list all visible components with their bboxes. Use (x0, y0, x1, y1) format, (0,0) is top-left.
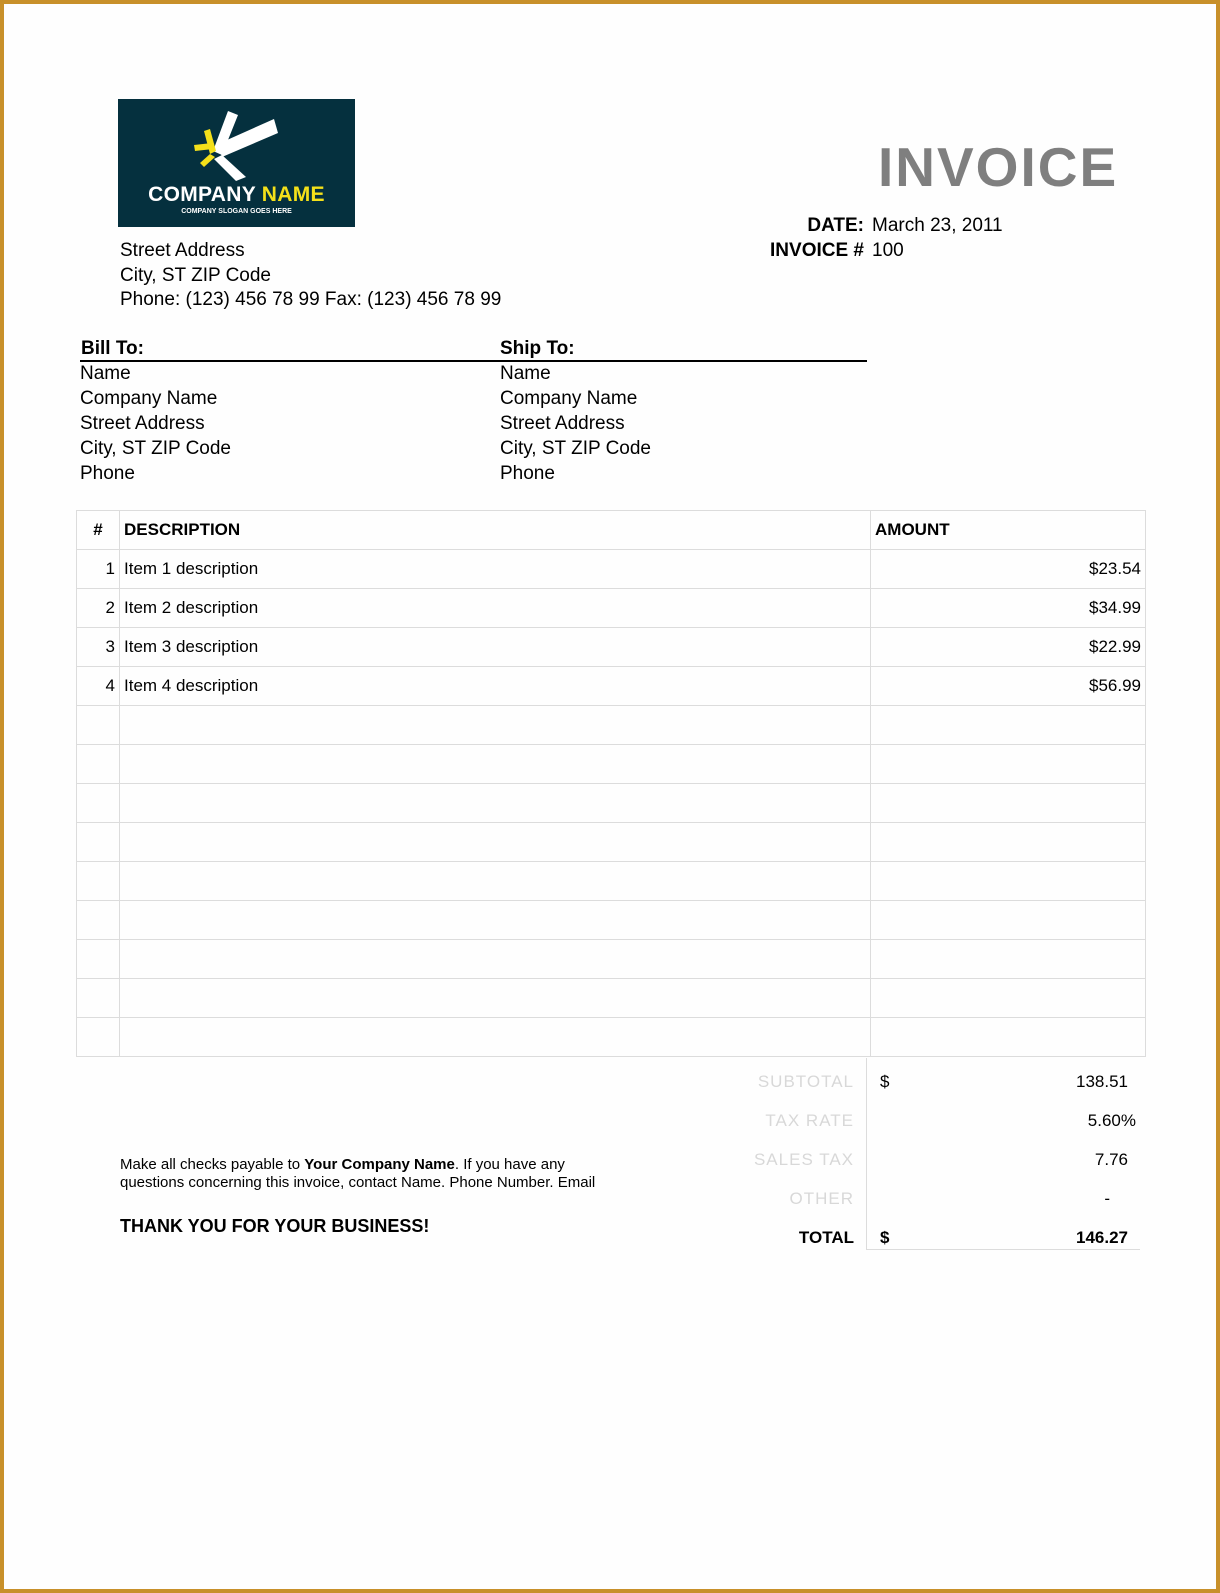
bill-to-city: City, ST ZIP Code (80, 438, 231, 459)
other-label: OTHER (789, 1189, 854, 1208)
subtotal-label: SUBTOTAL (757, 1072, 854, 1091)
row-number (77, 940, 120, 979)
bill-to-street: Street Address (80, 413, 205, 434)
row-amount (871, 706, 1146, 745)
table-header-row (77, 511, 1146, 550)
row-description: Item 4 description (120, 667, 871, 706)
row-amount (871, 862, 1146, 901)
ship-to-phone: Phone (500, 463, 555, 484)
table-row (77, 823, 1146, 862)
items-table (76, 510, 1146, 1057)
row-number (77, 706, 120, 745)
table-row (77, 784, 1146, 823)
row-number (77, 745, 120, 784)
sales-tax-label: SALES TAX (753, 1150, 854, 1169)
bill-to-phone: Phone (80, 463, 135, 484)
row-description: Item 3 description (120, 628, 871, 667)
header-description: DESCRIPTION (120, 511, 871, 550)
tax-rate-label: TAX RATE (765, 1111, 854, 1130)
bill-to-company: Company Name (80, 388, 218, 409)
row-number (77, 1018, 120, 1057)
totals-divider (866, 1058, 867, 1250)
company-street: Street Address (120, 240, 245, 261)
logo-company-name: COMPANY NAME (148, 183, 325, 206)
company-city: City, ST ZIP Code (120, 265, 271, 286)
total-value: 146.27 (1076, 1228, 1128, 1247)
other-value: - (1104, 1189, 1110, 1208)
row-amount (871, 784, 1146, 823)
invoice-number-label: INVOICE # (770, 240, 864, 261)
row-number (77, 901, 120, 940)
bill-to-label: Bill To: (81, 338, 144, 359)
row-number (77, 823, 120, 862)
row-number: 1 (77, 550, 120, 589)
date-label: DATE: (807, 215, 864, 236)
row-amount: $34.99 (871, 589, 1146, 628)
row-description (120, 940, 871, 979)
totals-bottom-rule (866, 1249, 1140, 1250)
ship-to-city: City, ST ZIP Code (500, 438, 651, 459)
row-number (77, 784, 120, 823)
row-description (120, 745, 871, 784)
table-row (77, 667, 1146, 706)
row-amount (871, 979, 1146, 1018)
payment-note-line2: questions concerning this invoice, contact Name. Phone Number. Email (120, 1174, 596, 1191)
header-number: # (77, 511, 120, 550)
company-phone-fax: Phone: (123) 456 78 99 Fax: (123) 456 78 99 (120, 289, 502, 310)
row-description (120, 862, 871, 901)
subtotal-value: 138.51 (1076, 1072, 1128, 1091)
table-row (77, 589, 1146, 628)
row-description (120, 784, 871, 823)
tax-rate-value: 5.60% (1087, 1111, 1136, 1130)
header-amount: AMOUNT (871, 511, 1146, 550)
row-amount: $56.99 (871, 667, 1146, 706)
row-amount (871, 901, 1146, 940)
total-currency: $ (880, 1228, 890, 1247)
row-amount: $22.99 (871, 628, 1146, 667)
logo-mark-icon (118, 99, 355, 189)
table-row (77, 706, 1146, 745)
row-amount (871, 1018, 1146, 1057)
subtotal-currency: $ (880, 1072, 890, 1091)
row-description (120, 1018, 871, 1057)
row-description (120, 979, 871, 1018)
table-row (77, 901, 1146, 940)
logo-slogan: COMPANY SLOGAN GOES HERE (181, 208, 292, 215)
row-description (120, 901, 871, 940)
invoice-number-value: 100 (872, 240, 904, 261)
table-row (77, 979, 1146, 1018)
row-number (77, 979, 120, 1018)
table-row (77, 862, 1146, 901)
table-row (77, 1018, 1146, 1057)
thank-you-message: THANK YOU FOR YOUR BUSINESS! (120, 1216, 430, 1236)
date-value: March 23, 2011 (872, 215, 1003, 236)
ship-to-company: Company Name (500, 388, 638, 409)
row-number (77, 862, 120, 901)
row-description: Item 1 description (120, 550, 871, 589)
company-logo (118, 99, 355, 227)
ship-to-street: Street Address (500, 413, 625, 434)
row-description (120, 823, 871, 862)
table-row (77, 745, 1146, 784)
payment-note-line1: Make all checks payable to Your Company Name. If you have any (120, 1156, 565, 1173)
row-number: 3 (77, 628, 120, 667)
sales-tax-value: 7.76 (1094, 1150, 1128, 1169)
row-number: 4 (77, 667, 120, 706)
row-amount (871, 940, 1146, 979)
row-amount (871, 745, 1146, 784)
row-description: Item 2 description (120, 589, 871, 628)
bill-to-name: Name (80, 363, 131, 384)
table-row (77, 940, 1146, 979)
row-description (120, 706, 871, 745)
table-row (77, 550, 1146, 589)
ship-to-label: Ship To: (500, 338, 575, 359)
ship-to-name: Name (500, 363, 551, 384)
total-label: TOTAL (798, 1228, 854, 1247)
invoice-title: INVOICE (878, 136, 1119, 198)
table-row (77, 628, 1146, 667)
row-number: 2 (77, 589, 120, 628)
bill-ship-divider (80, 360, 867, 362)
row-amount (871, 823, 1146, 862)
row-amount: $23.54 (871, 550, 1146, 589)
